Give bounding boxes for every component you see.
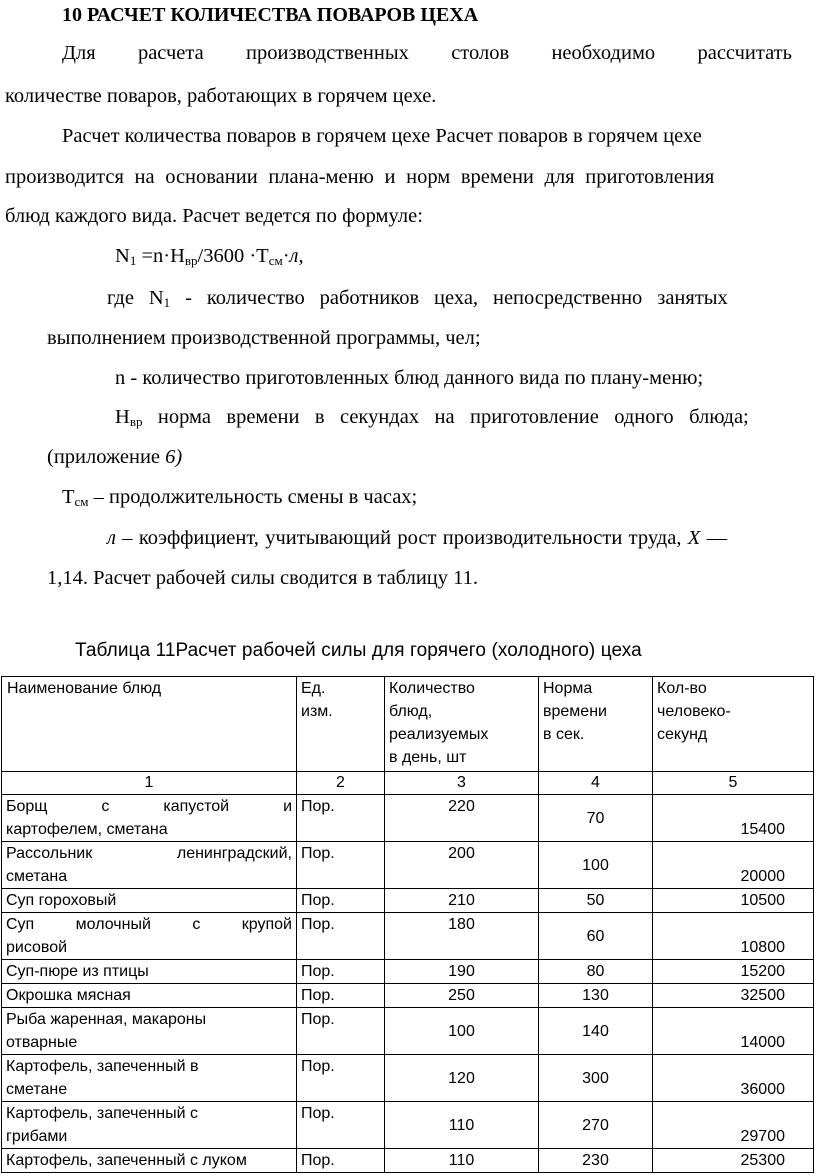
dish-unit: Пор. bbox=[297, 842, 385, 889]
table-row bbox=[2, 842, 814, 889]
definition-n1-sub: 1 bbox=[163, 295, 171, 310]
header-quantity: Количество блюд, реализуемых в день, шт bbox=[385, 677, 539, 772]
dish-norm: 230 bbox=[539, 1149, 653, 1173]
definition-h-line-1 bbox=[115, 406, 749, 430]
dish-total: 32500 bbox=[653, 984, 814, 1008]
paragraph-text: Для расчета производственных столов необходимо рассчитать bbox=[62, 42, 792, 64]
definition-h-line-2 bbox=[47, 446, 182, 469]
dish-name: Рассольник ленинградский, сметана bbox=[2, 842, 297, 889]
dish-name: Картофель, запеченный в сметане bbox=[2, 1055, 297, 1102]
table-row bbox=[2, 1102, 814, 1149]
definition-l-line-1 bbox=[107, 527, 727, 550]
definition-h-prefix: Н bbox=[115, 406, 130, 428]
dish-unit: Пор. bbox=[297, 1149, 385, 1173]
dish-quantity: 110 bbox=[385, 1149, 539, 1173]
dish-name: Суп гороховый bbox=[2, 889, 297, 913]
dish-total: 20000 bbox=[653, 842, 814, 889]
paragraph-1-line-2: количестве поваров, работающих в горячем цехе. bbox=[5, 85, 437, 107]
dish-total: 10800 bbox=[653, 913, 814, 960]
workforce-table bbox=[1, 676, 814, 1173]
dish-quantity: 200 bbox=[385, 842, 539, 889]
dish-norm: 50 bbox=[539, 889, 653, 913]
section-heading: 10 РАСЧЕТ КОЛИЧЕСТВА ПОВАРОВ ЦЕХА bbox=[62, 4, 479, 26]
definition-n1-line-2: выполнением производственной программы, чел; bbox=[47, 327, 481, 349]
formula-h-sub: вр bbox=[184, 253, 198, 268]
definition-t-sub: см bbox=[74, 494, 89, 509]
definition-n1-text: - количество работников цеха, непосредственно занятых bbox=[170, 287, 728, 309]
dish-name: Суп молочный с крупой рисовой bbox=[2, 913, 297, 960]
dish-name: Картофель, запеченный с луком bbox=[2, 1149, 297, 1173]
dish-norm: 270 bbox=[539, 1102, 653, 1149]
dish-name: Борщ с капустой и картофелем, сметана bbox=[2, 795, 297, 842]
dish-quantity: 190 bbox=[385, 960, 539, 984]
column-number: 3 bbox=[385, 772, 539, 795]
dish-norm: 80 bbox=[539, 960, 653, 984]
formula bbox=[115, 245, 304, 269]
dish-norm: 100 bbox=[539, 842, 653, 889]
definition-h-sub: вр bbox=[129, 414, 143, 429]
dish-total: 25300 bbox=[653, 1149, 814, 1173]
dish-total: 29700 bbox=[653, 1102, 814, 1149]
formula-part-1: =n·H bbox=[136, 245, 185, 267]
table-row bbox=[2, 984, 814, 1008]
definition-l-line-2: 1,14. Расчет рабочей силы сводится в таблицу 11. bbox=[47, 567, 479, 589]
dish-total: 15400 bbox=[653, 795, 814, 842]
formula-n: N bbox=[115, 245, 130, 267]
table-row bbox=[2, 913, 814, 960]
dish-total: 10500 bbox=[653, 889, 814, 913]
definition-n1-prefix: где N bbox=[107, 287, 164, 309]
dish-norm: 60 bbox=[539, 913, 653, 960]
definition-t-text: – продолжительность смены в часах; bbox=[88, 486, 418, 508]
table-row bbox=[2, 1055, 814, 1102]
header-unit: Ед. изм. bbox=[297, 677, 385, 772]
dish-unit: Пор. bbox=[297, 1008, 385, 1055]
definition-l-prefix: л bbox=[107, 527, 116, 549]
dish-norm: 300 bbox=[539, 1055, 653, 1102]
dish-norm: 130 bbox=[539, 984, 653, 1008]
dish-total: 14000 bbox=[653, 1008, 814, 1055]
dish-quantity: 210 bbox=[385, 889, 539, 913]
dish-quantity: 250 bbox=[385, 984, 539, 1008]
column-number: 1 bbox=[2, 772, 297, 795]
formula-lambda: л, bbox=[289, 245, 304, 267]
dish-unit: Пор. bbox=[297, 1055, 385, 1102]
definition-n: n - количество приготовленных блюд данного вида по плану-меню; bbox=[115, 367, 704, 389]
dish-unit: Пор. bbox=[297, 984, 385, 1008]
table-caption: Таблица 11Расчет рабочей силы для горячего (холодного) цеха bbox=[75, 640, 642, 661]
definition-t bbox=[62, 486, 417, 510]
dish-quantity: 180 bbox=[385, 913, 539, 960]
dish-name: Суп-пюре из птицы bbox=[2, 960, 297, 984]
dish-total: 15200 bbox=[653, 960, 814, 984]
dish-quantity: 220 bbox=[385, 795, 539, 842]
formula-n-sub: 1 bbox=[129, 253, 137, 268]
table-row bbox=[2, 960, 814, 984]
dish-total: 36000 bbox=[653, 1055, 814, 1102]
paragraph-1-line-1 bbox=[62, 42, 792, 65]
table-column-numbers bbox=[2, 772, 814, 795]
dish-quantity: 110 bbox=[385, 1102, 539, 1149]
definition-h-appendix: (приложение bbox=[47, 446, 166, 468]
header-dish-name: Наименование блюд bbox=[2, 677, 297, 772]
header-person-seconds: Кол-во человеко- секунд bbox=[653, 677, 814, 772]
definition-t-prefix: Т bbox=[62, 486, 75, 508]
definition-h-appendix-number: 6) bbox=[165, 446, 183, 468]
dish-norm: 70 bbox=[539, 795, 653, 842]
table-row bbox=[2, 1008, 814, 1055]
formula-dot: · bbox=[282, 245, 290, 267]
table-row bbox=[2, 1149, 814, 1173]
formula-part-2: /3600 ·T bbox=[197, 245, 269, 267]
definition-l-dash: — bbox=[700, 527, 728, 549]
dish-unit: Пор. bbox=[297, 795, 385, 842]
dish-unit: Пор. bbox=[297, 1102, 385, 1149]
dish-name: Картофель, запеченный с грибами bbox=[2, 1102, 297, 1149]
table-row bbox=[2, 889, 814, 913]
dish-unit: Пор. bbox=[297, 889, 385, 913]
paragraph-2-line-3: блюд каждого вида. Расчет ведется по формуле: bbox=[5, 205, 423, 227]
column-number: 4 bbox=[539, 772, 653, 795]
table-row bbox=[2, 795, 814, 842]
dish-unit: Пор. bbox=[297, 913, 385, 960]
header-norm: Норма времени в сек. bbox=[539, 677, 653, 772]
dish-unit: Пор. bbox=[297, 960, 385, 984]
dish-name: Окрошка мясная bbox=[2, 984, 297, 1008]
formula-t-sub: см bbox=[268, 253, 283, 268]
column-number: 2 bbox=[297, 772, 385, 795]
definition-n1-line-1 bbox=[107, 287, 728, 311]
definition-l-text: – коэффициент, учитывающий рост производительности труда, bbox=[115, 527, 688, 549]
dish-name: Рыба жаренная, макароны отварные bbox=[2, 1008, 297, 1055]
dish-norm: 140 bbox=[539, 1008, 653, 1055]
table-header-row bbox=[2, 677, 814, 772]
dish-quantity: 120 bbox=[385, 1055, 539, 1102]
paragraph-2-line-2: производится на основании плана-меню и норм времени для приготовления bbox=[5, 166, 715, 188]
definition-l-x: X bbox=[687, 527, 701, 549]
dish-quantity: 100 bbox=[385, 1008, 539, 1055]
column-number: 5 bbox=[653, 772, 814, 795]
definition-h-text: норма времени в секундах на приготовление одного блюда; bbox=[142, 406, 749, 428]
paragraph-2-line-1: Расчет количества поваров в горячем цехе Расчет поваров в горячем цехе bbox=[62, 125, 702, 147]
